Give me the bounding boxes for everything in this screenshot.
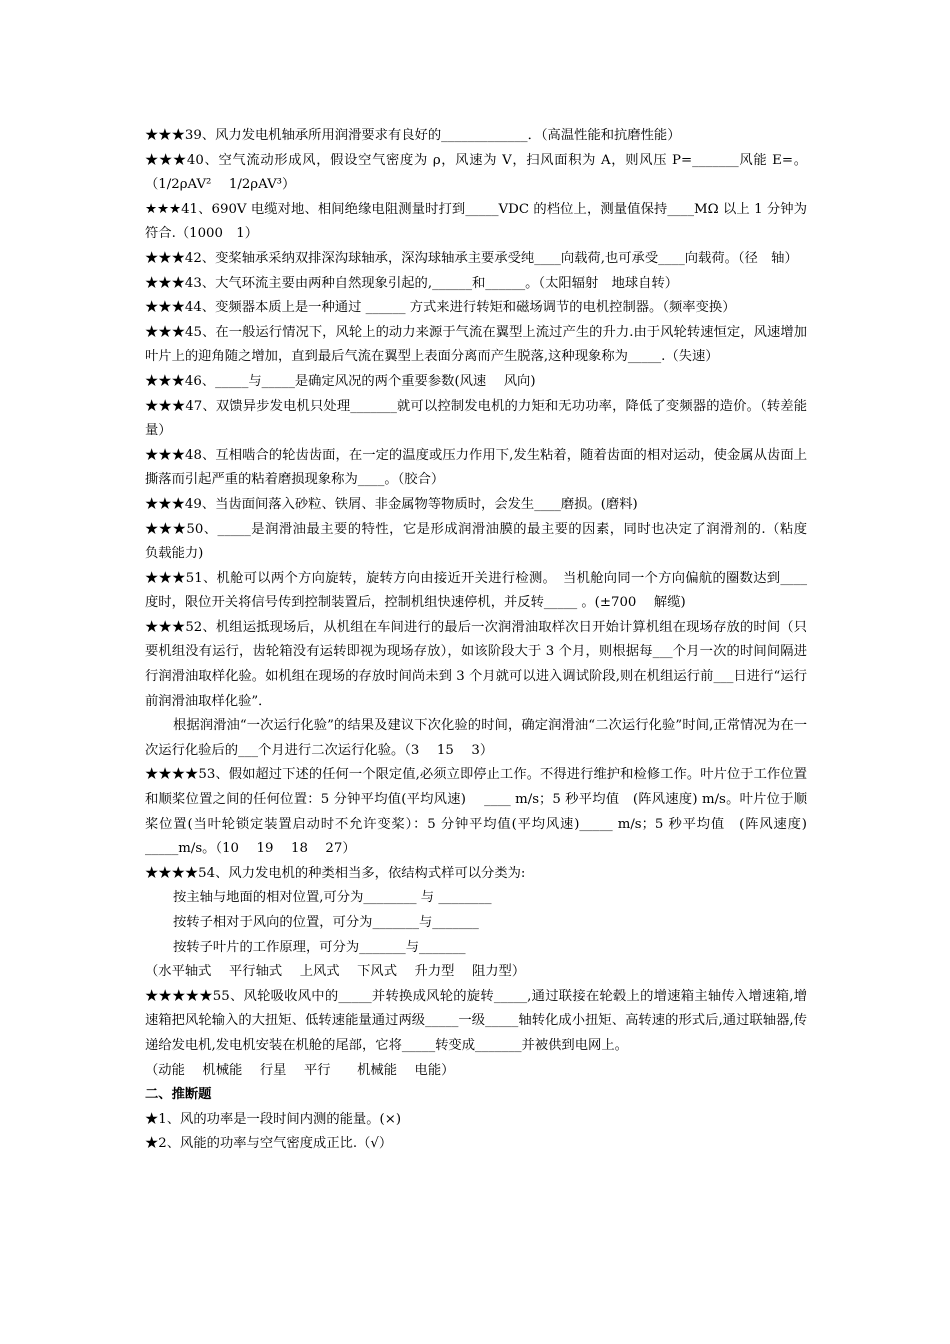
question-42: ★★★42、变桨轴承采纳双排深沟球轴承，深沟球轴承主要承受纯____向载荷,也可承受____向载荷。（径 轴）	[145, 250, 798, 266]
question-46: ★★★46、_____与_____是确定风况的两个重要参数(风速 风向)	[145, 373, 536, 389]
question-44: ★★★44、变频器本质上是一种通过 ______ 方式来进行转矩和磁场调节的电机控制器。（频率变换）	[145, 300, 736, 316]
question-45: ★★★45、在一般运行情况下，风轮上的动力来源于气流在翼型上流过产生的升力.由于风轮转速恒定，风速增加叶片上的迎角随之增加，直到最后气流在翼型上表面分离而产生脱落,这种现象称为_____.（失速）	[145, 324, 807, 365]
section-title: 二、推断题	[145, 1087, 212, 1103]
document-body	[145, 124, 825, 1157]
question-49: ★★★49、当齿面间落入砂粒、铁屑、非金属物等物质时，会发生____磨损。(磨料)	[145, 496, 638, 512]
question-48: ★★★48、互相啮合的轮齿齿面，在一定的温度或压力作用下,发生粘着，随着齿面的相对运动，使金属从齿面上撕落而引起严重的粘着磨损现象称为____。（胶合）	[145, 447, 807, 488]
judge-item: ★1、风的功率是一段时间内测的能量。(×)	[145, 1111, 402, 1127]
question-55-answer: （动能 机械能 行星 平行 机械能 电能）	[145, 1062, 455, 1078]
question-52-continuation: 根据润滑油“一次运行化验”的结果及建议下次化验的时间，确定润滑油“二次运行化验”时间,正常情况为在一次运行化验后的___个月进行二次运行化验。（3 15 3）	[145, 718, 807, 758]
question-55: ★★★★★55、风轮吸收风中的_____并转换成风轮的旋转_____,通过联接在轮毂上的增速箱主轴传入增速箱,增速箱把风轮输入的大扭矩、低转速能量通过两级_____一级_____轴转化成小扭矩、高转速的形式后,通过联轴器,传递给发电机,发电机安装在机舱的尾部，它将_____转变成_______并被供到电网上。	[145, 988, 807, 1053]
question-54-head: ★★★★54、风力发电机的种类相当多，依结构式样可以分类为:	[145, 865, 526, 881]
question-41: ★★★41、690V 电缆对地、相间绝缘电阻测量时打到_____VDC 的档位上，测量值保持____MΩ 以上 1 分钟为符合.（1000 1）	[145, 201, 807, 242]
question-54-line: 按转子叶片的工作原理，可分为_______与_______	[173, 939, 466, 955]
question-39: ★★★39、风力发电机轴承所用润滑要求有良好的_____________．（高温性能和抗磨性能）	[145, 128, 681, 143]
question-54-line: 按转子相对于风向的位置，可分为_______与_______	[173, 915, 479, 930]
question-40: ★★★40、空气流动形成风，假设空气密度为 ρ，风速为 V，扫风面积为 A，则风压 P=_______风能 E=。（1/2ρAV² 1/2ρAV³）	[145, 152, 807, 193]
question-54-answer: （水平轴式 平行轴式 上风式 下风式 升力型 阻力型）	[145, 964, 526, 980]
question-50: ★★★50、_____是润滑油最主要的特性，它是形成润滑油膜的最主要的因素，同时也决定了润滑剂的.（粘度 负载能力)	[145, 521, 825, 562]
judge-item: ★2、风能的功率与空气密度成正比.（√）	[145, 1136, 393, 1152]
question-54-line: 按主轴与地面的相对位置,可分为________ 与 ________	[173, 890, 492, 906]
question-52: ★★★52、机组运抵现场后，从机组在车间进行的最后一次润滑油取样次日开始计算机组在现场存放的时间（只要机组没有运行，齿轮箱没有运转即视为现场存放），如该阶段大于 3 个月，则根据每___个月一次的时间间隔进行润滑油取样化验。如机组在现场的存放时间尚未到 3 个月就可以进入调试阶段,则在机组运行前___日进行“运行前润滑油取样化验”．	[145, 619, 807, 709]
question-47: ★★★47、双馈异步发电机只处理_______就可以控制发电机的力矩和无功功率，降低了变频器的造价。（转差能量）	[145, 398, 807, 439]
question-53: ★★★★53、假如超过下述的任何一个限定值,必须立即停止工作。不得进行维护和检修工作。叶片位于工作位置和顺桨位置之间的任何位置：5 分钟平均值(平均风速) ____ m/s；5 秒平均值 (阵风速度) m/s。叶片位于顺桨位置(当叶轮锁定装置启动时不允许变桨）：5 分钟平均值(平均风速)_____ m/s；5 秒平均值 (阵风速度) _____m/s。（10 19 18 27）	[145, 767, 807, 857]
question-51: ★★★51、机舱可以两个方向旋转，旋转方向由接近开关进行检测。 当机舱向同一个方向偏航的圈数达到____ 度时，限位开关将信号传到控制装置后，控制机组快速停机，并反转_____ 。(±700 解缆)	[145, 570, 821, 611]
question-43: ★★★43、大气环流主要由两种自然现象引起的,______和______。（太阳辐射 地球自转）	[145, 275, 679, 291]
